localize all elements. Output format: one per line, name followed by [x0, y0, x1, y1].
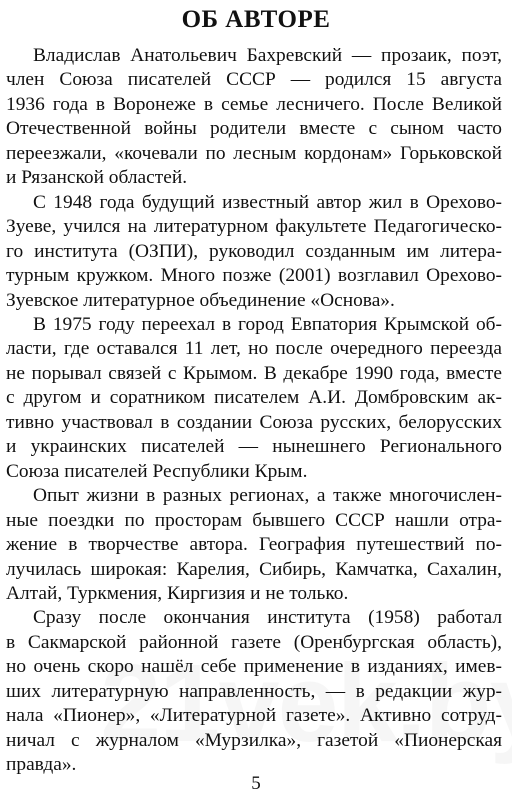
- text-line: Алтай, Туркмения, Киргизия и не только.: [6, 582, 349, 604]
- text-line: и Рязанской областей.: [6, 167, 188, 189]
- text-line: но очень скоро нашёл себе применение в изданиях, имев-: [6, 656, 502, 678]
- text-line: Отечественной войны родители вместе с сыном часто: [6, 118, 502, 140]
- text-line: С 1948 года будущий известный автор жил в Орехово-: [33, 191, 502, 213]
- page-title: ОБ АВТОРЕ: [181, 6, 331, 33]
- text-line: тивно участвовал в создании Союза русских, белорусских: [6, 411, 502, 433]
- text-line: Зуеве, учился на литературном факультете Педагогическо-: [6, 216, 502, 238]
- text-line: Владислав Анатольевич Бахревский — прозаик, поэт,: [33, 45, 502, 66]
- paragraph: [6, 191, 502, 313]
- text-line: ные поездки по просторам бывшего СССР нашли отра-: [6, 509, 502, 531]
- text-line: ших литературную направленность, — в редакции жур-: [6, 680, 502, 702]
- page-number: 5: [251, 773, 261, 794]
- text-line: ничал с журналом «Мурзилка», газетой «Пионерская: [6, 729, 502, 751]
- text-line: В 1975 году переехал в город Евпатория Крымской об-: [33, 313, 502, 335]
- text-line: лучилась широкая: Карелия, Сибирь, Камчатка, Сахалин,: [6, 558, 502, 580]
- text-line: ласти, где оставался 11 лет, но после очередного переезда: [6, 338, 502, 360]
- text-line: с другом и соратником писателем А.И. Домбровским ак-: [6, 387, 502, 409]
- text-line: Союза писателей Республики Крым.: [6, 460, 308, 482]
- text-line: в Сакмарской районной газете (Оренбургская область),: [6, 631, 502, 653]
- text-line: го института (ОЗПИ), руководил созданным им литера-: [6, 240, 502, 262]
- text-line: Опыт жизни в разных регионах, а также многочислен-: [33, 485, 502, 507]
- text-line: 1936 года в Воронеже в семье лесничего. После Великой: [6, 93, 502, 115]
- paragraph: [6, 606, 502, 777]
- paragraph: [6, 484, 502, 606]
- text-line: жение в творчестве автора. География путешествий по-: [6, 534, 502, 556]
- text-line: турным кружком. Много позже (2001) возглавил Орехово-: [6, 265, 502, 287]
- body-text: [6, 44, 502, 778]
- text-line: не порывал связей с Крымом. В декабре 1990 года, вместе: [6, 362, 502, 384]
- text-line: правда».: [6, 754, 77, 776]
- text-line: Зуевское литературное объединение «Основа».: [6, 289, 395, 311]
- text-line: нала «Пионер», «Литературной газете». Активно сотруд-: [6, 705, 502, 727]
- text-line: и украинских писателей — нынешнего Регионального: [6, 436, 502, 458]
- text-line: член Союза писателей СССР — родился 15 августа: [6, 69, 502, 91]
- paragraph: [6, 44, 502, 191]
- text-line: Сразу после окончания института (1958) работал: [33, 607, 502, 629]
- text-line: переезжали, «кочевали по лесным кордонам» Горьковской: [6, 142, 502, 164]
- paragraph: [6, 313, 502, 484]
